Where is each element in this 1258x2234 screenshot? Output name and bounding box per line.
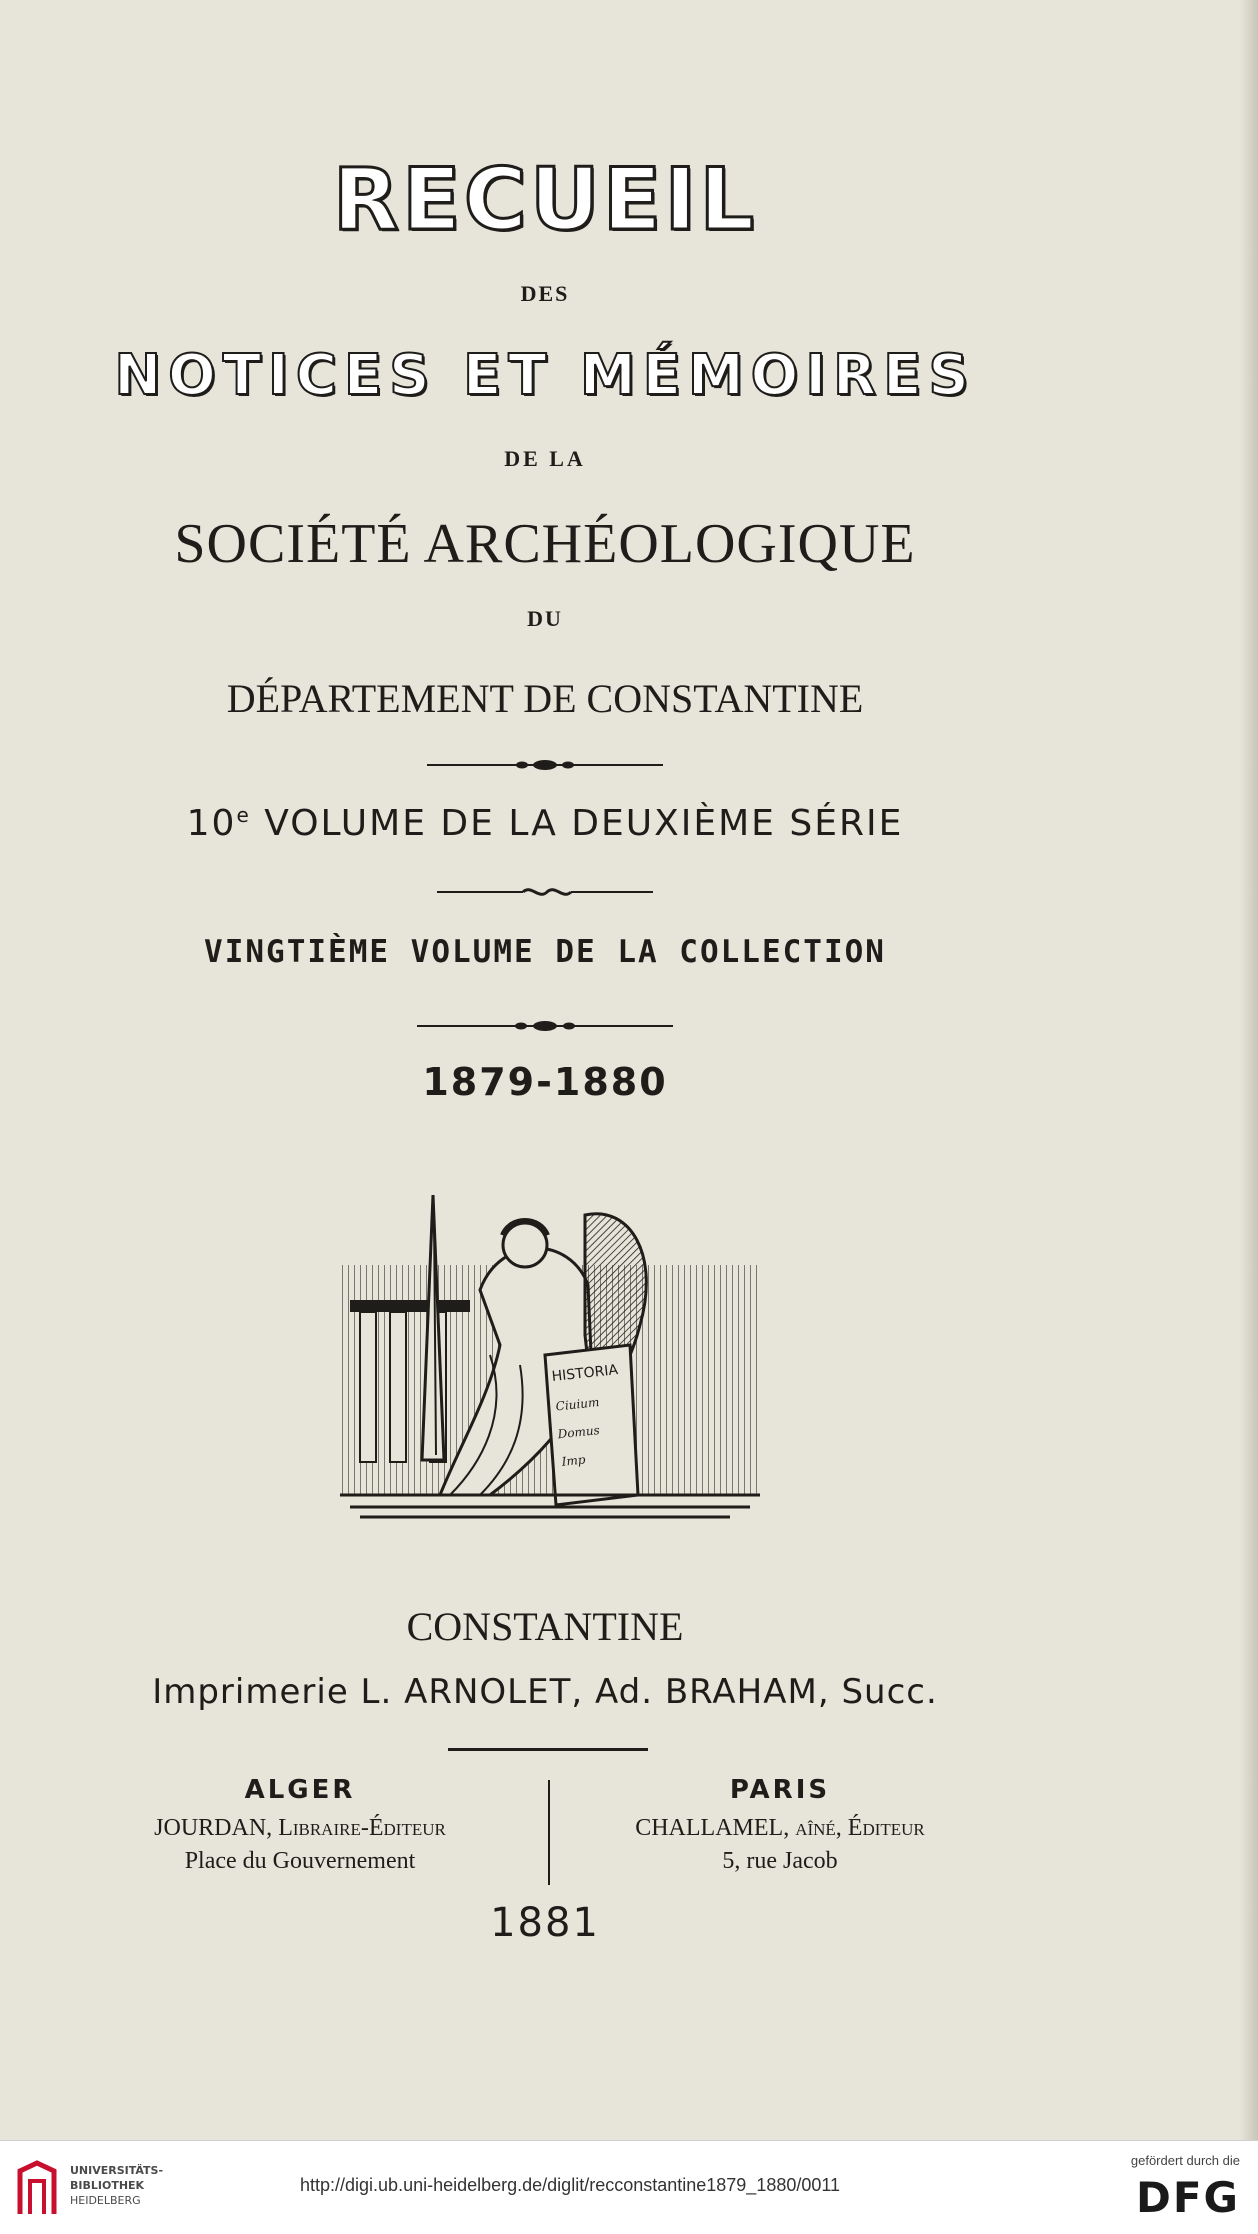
vignette-line-1: Ciuium <box>555 1395 600 1414</box>
paris-name <box>570 1815 990 1842</box>
paris-city: PARIS <box>729 1775 831 1805</box>
ornament-rule-2 <box>435 882 655 902</box>
alger-address: Place du Gouvernement <box>184 1848 416 1874</box>
title-vingtieme: VINGTIÈME VOLUME DE LA COLLECTION <box>204 934 886 970</box>
alger-name <box>100 1815 500 1842</box>
publisher-alger <box>100 1775 500 1875</box>
title-notices-memoires: NOTICES ET MÉMOIRES <box>114 343 976 408</box>
funded-by-text: gefördert durch die <box>1130 2153 1240 2168</box>
dfg-logo-icon: DFG <box>1135 2173 1240 2222</box>
publisher-paris <box>570 1775 990 1875</box>
volume-number: 10 <box>186 803 237 844</box>
word-du: DU <box>527 606 563 631</box>
title-years: 1879-1880 <box>422 1060 668 1104</box>
volume-superscript: e <box>236 803 251 827</box>
permalink-url[interactable]: http://digi.ub.uni-heidelberg.de/diglit/recconstantine1879_1880/0011 <box>300 2175 841 2195</box>
vignette-line-2: Domus <box>557 1423 601 1442</box>
imprint-year: 1881 <box>490 1900 600 1946</box>
viewer-footer <box>0 2140 1258 2234</box>
word-de-la: DE LA <box>504 446 586 471</box>
paris-address: 5, rue Jacob <box>722 1848 838 1874</box>
volume-text: VOLUME DE LA DEUXIÈME SÉRIE <box>250 803 904 844</box>
paris-role: aîné, Éditeur <box>795 1815 925 1841</box>
logo-line-3: HEIDELBERG <box>70 2194 141 2207</box>
imprint-printer: Imprimerie L. ARNOLET, Ad. BRAHAM, Succ. <box>152 1672 938 1712</box>
imprint-city: CONSTANTINE <box>406 1604 684 1649</box>
publisher-divider <box>548 1780 550 1885</box>
paris-publisher-name: CHALLAMEL, <box>635 1815 790 1841</box>
title-departement: DÉPARTEMENT DE CONSTANTINE <box>226 676 864 721</box>
ub-heidelberg-logo-icon <box>12 2159 62 2219</box>
alger-role: Libraire-Éditeur <box>278 1815 446 1841</box>
alger-publisher-name: JOURDAN, <box>154 1815 273 1841</box>
logo-line-2: BIBLIOTHEK <box>70 2179 145 2192</box>
ornament-rule-1 <box>425 755 665 775</box>
vignette-line-3: Imp <box>561 1452 587 1469</box>
alger-city: ALGER <box>244 1775 356 1805</box>
ornament-rule-3 <box>415 1016 675 1036</box>
title-societe: SOCIÉTÉ ARCHÉOLOGIQUE <box>174 513 916 575</box>
logo-line-1: UNIVERSITÄTS- <box>70 2164 164 2177</box>
vignette-historia <box>330 1195 770 1525</box>
word-des: DES <box>520 281 570 306</box>
ub-heidelberg-logo-text <box>70 2163 163 2208</box>
title-recueil: RECUEIL <box>332 150 758 250</box>
imprint-rule <box>448 1748 648 1751</box>
title-volume-serie <box>0 803 1090 844</box>
vignette-historia-label: HISTORIA <box>550 1362 619 1385</box>
